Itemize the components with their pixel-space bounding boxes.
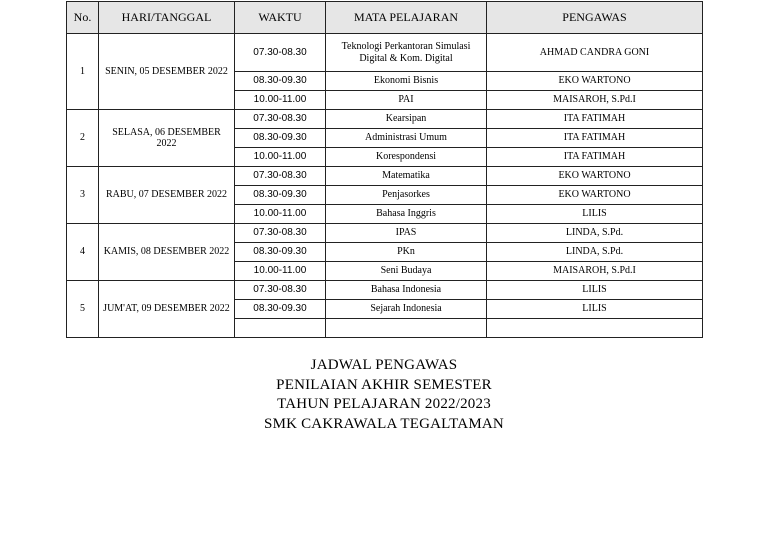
title-line-2: PENILAIAN AKHIR SEMESTER [276,376,492,393]
slot-proctor: EKO WARTONO [487,72,703,91]
day-date: SENIN, 05 DESEMBER 2022 [99,34,235,110]
slot-subject: IPAS [326,224,487,243]
slot-time: 08.30-09.30 [235,186,326,205]
document-title [66,356,702,434]
slot-proctor: LILIS [487,300,703,319]
slot-time: 10.00-11.00 [235,205,326,224]
slot-proctor: EKO WARTONO [487,167,703,186]
slot-subject: PAI [326,91,487,110]
header-row [67,2,703,34]
slot-proctor: AHMAD CANDRA GONI [487,34,703,72]
slot-subject: Penjasorkes [326,186,487,205]
slot-proctor [487,319,703,338]
slot-proctor: ITA FATIMAH [487,129,703,148]
slot-time: 07.30-08.30 [235,167,326,186]
slot-time: 08.30-09.30 [235,243,326,262]
slot-proctor: EKO WARTONO [487,186,703,205]
slot-time: 08.30-09.30 [235,300,326,319]
table-row [67,224,703,243]
slot-proctor: MAISAROH, S.Pd.I [487,91,703,110]
day-number: 3 [67,167,99,224]
table-row [67,281,703,300]
day-date: KAMIS, 08 DESEMBER 2022 [99,224,235,281]
slot-time: 07.30-08.30 [235,34,326,72]
title-line-3: TAHUN PELAJARAN 2022/2023 [277,396,491,412]
header-proctor: PENGAWAS [487,2,703,34]
slot-time: 07.30-08.30 [235,224,326,243]
day-number: 5 [67,281,99,338]
slot-time: 10.00-11.00 [235,91,326,110]
slot-subject: Bahasa Inggris [326,205,487,224]
slot-proctor: LINDA, S.Pd. [487,243,703,262]
header-subject: MATA PELAJARAN [326,2,487,34]
table-row [67,167,703,186]
slot-subject: Administrasi Umum [326,129,487,148]
title-line-1: JADWAL PENGAWAS [310,357,458,373]
title-line-4: SMK CAKRAWALA TEGALTAMAN [264,415,504,432]
schedule-table [66,1,703,338]
slot-time: 10.00-11.00 [235,262,326,281]
slot-time: 07.30-08.30 [235,110,326,129]
day-date: SELASA, 06 DESEMBER 2022 [99,110,235,167]
slot-subject: Sejarah Indonesia [326,300,487,319]
slot-subject: PKn [326,243,487,262]
slot-subject: Teknologi Perkantoran Simulasi Digital & Kom. Digital [326,34,487,72]
slot-subject: Matematika [326,167,487,186]
slot-proctor: ITA FATIMAH [487,148,703,167]
header-date: HARI/TANGGAL [99,2,235,34]
day-date: RABU, 07 DESEMBER 2022 [99,167,235,224]
slot-subject: Ekonomi Bisnis [326,72,487,91]
slot-proctor: LINDA, S.Pd. [487,224,703,243]
table-row [67,110,703,129]
day-date: JUM'AT, 09 DESEMBER 2022 [99,281,235,338]
day-number: 4 [67,224,99,281]
table-row [67,34,703,72]
slot-proctor: LILIS [487,281,703,300]
slot-subject: Kearsipan [326,110,487,129]
day-number: 1 [67,34,99,110]
header-time: WAKTU [235,2,326,34]
day-number: 2 [67,110,99,167]
slot-time: 07.30-08.30 [235,281,326,300]
slot-subject: Bahasa Indonesia [326,281,487,300]
slot-time [235,319,326,338]
slot-proctor: LILIS [487,205,703,224]
slot-subject: Seni Budaya [326,262,487,281]
slot-time: 08.30-09.30 [235,129,326,148]
slot-subject: Korespondensi [326,148,487,167]
slot-time: 10.00-11.00 [235,148,326,167]
slot-proctor: ITA FATIMAH [487,110,703,129]
header-no: No. [67,2,99,34]
slot-time: 08.30-09.30 [235,72,326,91]
slot-subject [326,319,487,338]
slot-proctor: MAISAROH, S.Pd.I [487,262,703,281]
